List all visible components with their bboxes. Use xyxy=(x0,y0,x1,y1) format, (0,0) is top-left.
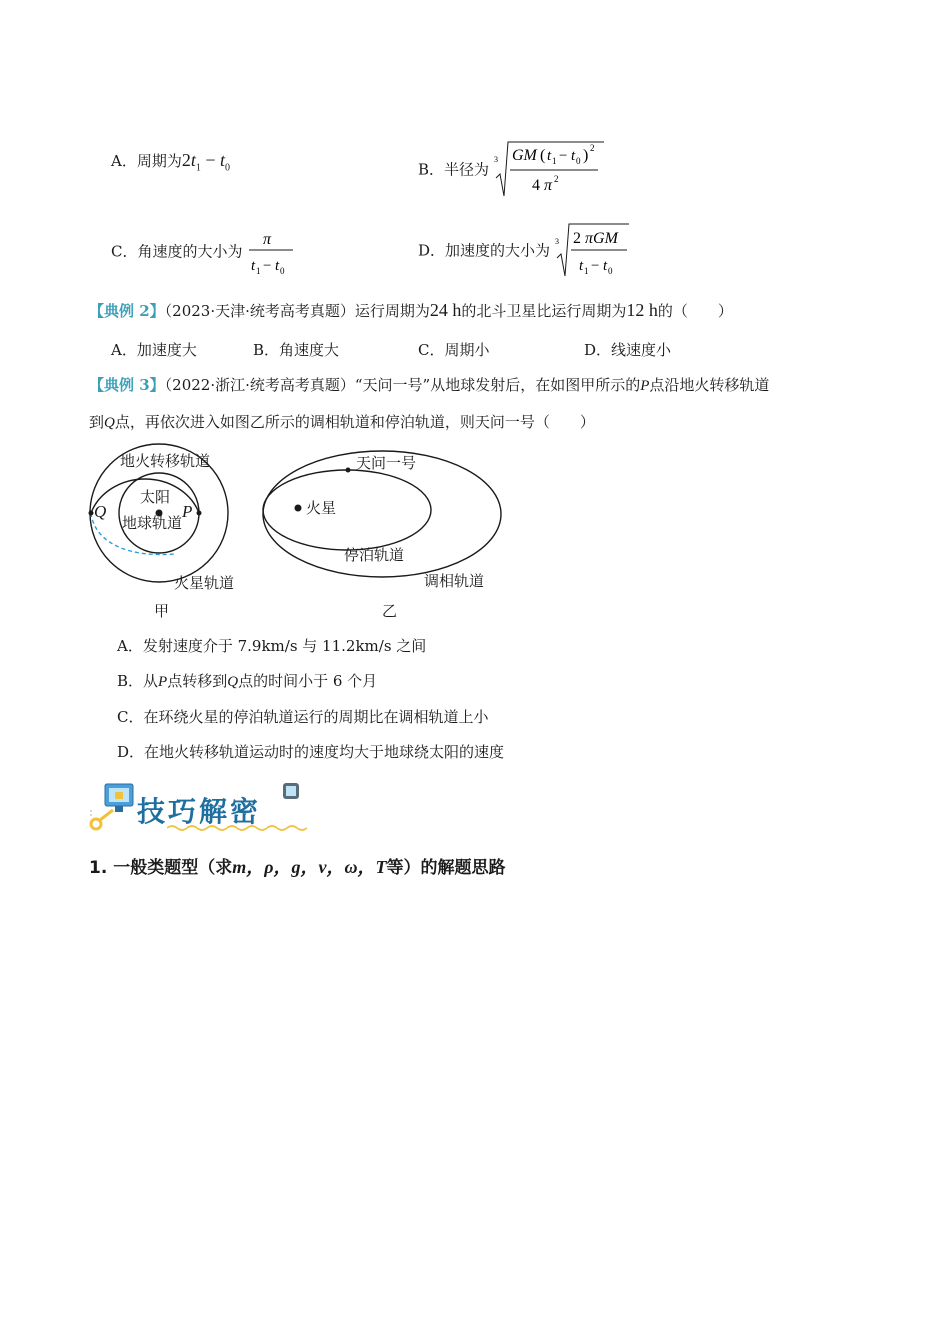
svg-text:4: 4 xyxy=(531,177,540,194)
label-q: Q xyxy=(94,502,107,521)
section-1-heading xyxy=(89,853,506,879)
parking-orbit xyxy=(263,470,431,550)
example-2-option-a: A．加速度大 xyxy=(111,341,197,359)
svg-text:t: t xyxy=(578,258,583,274)
option-d xyxy=(418,222,631,278)
figure-yi xyxy=(260,440,510,622)
svg-text:2: 2 xyxy=(589,143,595,153)
example-3-text-2b: 点，再依次进入如图乙所示的调相轨道和停泊轨道，则天问一号（ ） xyxy=(114,413,595,431)
example-3-option-d: D．在地火转移轨道运动时的速度均大于地球绕太阳的速度 xyxy=(117,743,505,761)
banner-title: 技巧解密 xyxy=(137,795,262,828)
example-3-option-c: C．在环绕火星的停泊轨道运行的周期比在调相轨道上小 xyxy=(117,708,489,726)
svg-text:−: − xyxy=(590,258,600,274)
example-2-option-d: D．线速度小 xyxy=(584,341,672,359)
point-q-dot xyxy=(89,511,94,516)
caption-jia: 甲 xyxy=(154,602,170,620)
svg-text:1: 1 xyxy=(583,266,589,276)
label-probe: 天问一号 xyxy=(356,454,417,472)
svg-text:3: 3 xyxy=(554,237,559,246)
example-3-text-2a: 到 xyxy=(89,413,105,431)
svg-text:GM: GM xyxy=(511,147,537,164)
svg-text:0: 0 xyxy=(575,156,581,166)
option-b xyxy=(418,140,606,198)
point-p-text: P xyxy=(640,378,650,394)
label-sun: 太阳 xyxy=(140,488,171,506)
option-b-formula xyxy=(494,140,606,198)
svg-text:π: π xyxy=(263,231,272,248)
svg-text:πGM: πGM xyxy=(584,230,618,247)
svg-text:3: 3 xyxy=(493,155,498,164)
example-3-text-1-end: 点沿地火转移轨道 xyxy=(649,376,770,394)
section-1-suffix: 等）的解题思路 xyxy=(386,858,506,878)
label-parking-orbit: 停泊轨道 xyxy=(344,546,405,564)
svg-text:t: t xyxy=(275,258,280,274)
example-3-option-b xyxy=(117,670,377,691)
option-a-label: A．周期为 xyxy=(111,152,182,170)
svg-text:1: 1 xyxy=(256,266,261,276)
caption-yi: 乙 xyxy=(382,602,398,620)
example-3-option-a: A．发射速度介于 7.9km/s 与 11.2km/s 之间 xyxy=(117,637,427,655)
banner-underline xyxy=(167,824,307,832)
option-c xyxy=(111,226,295,276)
example-3-option-b-p: P xyxy=(158,674,168,690)
section-1-vars: m，ρ，g，v，ω，T xyxy=(232,857,387,877)
example-2-tag: 【典例 2】 xyxy=(89,302,165,320)
label-p: P xyxy=(182,502,193,521)
mars-dot xyxy=(295,505,302,512)
example-2-mid: 的北斗卫星比运行周期为 xyxy=(461,302,627,320)
point-q-text: Q xyxy=(104,415,115,431)
example-3-option-b-1: B．从 xyxy=(117,672,159,690)
svg-text:0: 0 xyxy=(607,266,613,276)
svg-text:t: t xyxy=(251,258,256,274)
svg-text:t: t xyxy=(602,258,607,274)
example-3-option-b-2: 点转移到 xyxy=(167,672,228,690)
option-a xyxy=(111,150,230,174)
period-24h: 24 h xyxy=(429,300,462,320)
option-d-formula xyxy=(555,222,631,278)
example-3-line-2 xyxy=(89,411,595,432)
tips-banner xyxy=(87,780,307,836)
svg-text:t: t xyxy=(570,148,575,164)
svg-text:t: t xyxy=(546,148,551,164)
label-transfer-orbit: 地火转移轨道 xyxy=(120,452,211,470)
example-2-end: 的（ ） xyxy=(657,302,733,320)
svg-text:(: ( xyxy=(539,147,546,164)
label-phasing-orbit: 调相轨道 xyxy=(424,572,485,590)
option-c-formula xyxy=(247,226,295,276)
svg-text:0: 0 xyxy=(280,266,285,276)
svg-text:2: 2 xyxy=(553,174,559,184)
label-earth-orbit: 地球轨道 xyxy=(122,514,183,532)
example-3-option-b-3: 点的时间小于 6 个月 xyxy=(238,672,378,690)
option-d-label: D．加速度的大小为 xyxy=(418,241,551,260)
probe-dot xyxy=(346,468,351,473)
key-monitor-icon xyxy=(87,782,137,834)
option-c-label: C．角速度的大小为 xyxy=(111,242,243,261)
example-2-option-b: B．角速度大 xyxy=(253,341,340,359)
example-2-stem xyxy=(89,300,733,321)
example-2-option-c: C．周期小 xyxy=(418,341,490,359)
section-1-prefix: 1. 一般类题型（求 xyxy=(89,858,233,878)
example-3-text-1: （2022·浙江·统考高考真题）“天问一号”从地球发射后，在如图甲所示的 xyxy=(164,376,641,394)
svg-text:1: 1 xyxy=(551,156,557,166)
svg-text:2: 2 xyxy=(572,230,581,247)
label-mars: 火星 xyxy=(306,499,337,517)
example-2-source: （2023·天津·统考高考真题）运行周期为 xyxy=(164,302,430,320)
chip-icon xyxy=(282,782,300,800)
svg-text:−: − xyxy=(263,258,272,274)
svg-text:): ) xyxy=(582,147,589,164)
option-b-label: B．半径为 xyxy=(418,160,490,179)
example-3-line-1 xyxy=(89,374,769,395)
example-3-option-b-q: Q xyxy=(227,674,239,690)
period-12h: 12 h xyxy=(626,300,658,320)
point-p-dot xyxy=(197,511,202,516)
option-a-formula: $2t_1 - t_0$ xyxy=(181,150,231,174)
figure-jia xyxy=(84,440,254,622)
svg-text:−: − xyxy=(558,148,568,164)
example-3-tag: 【典例 3】 xyxy=(89,376,165,394)
svg-text:π: π xyxy=(543,177,552,194)
label-mars-orbit: 火星轨道 xyxy=(174,574,235,592)
